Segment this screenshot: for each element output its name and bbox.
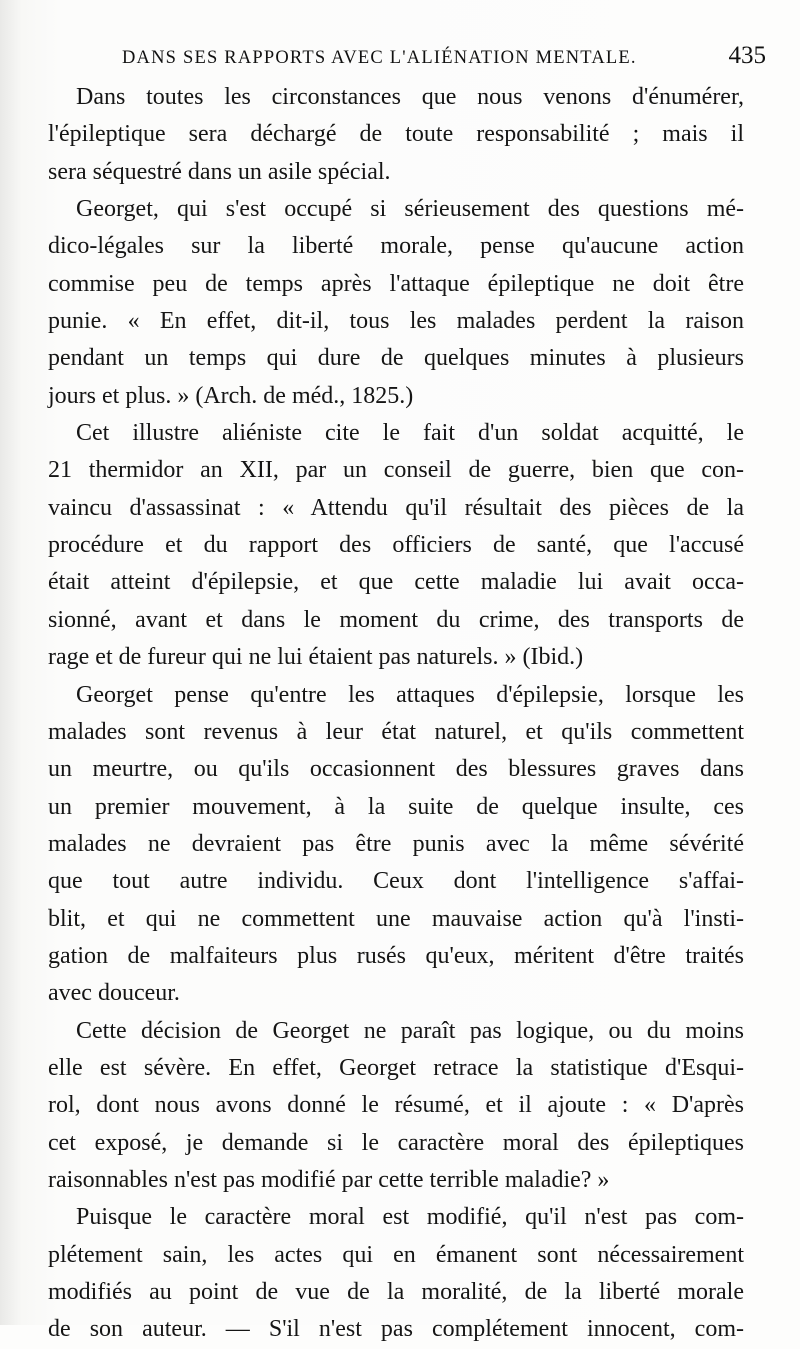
text-line: Dans toutes les circonstances que nous venons d'énumérer, [76,84,744,110]
text-line: rage et de fureur qui ne lui étaient pas naturels. » (Ibid.) [48,644,584,671]
text-line: un meurtre, ou qu'ils occasionnent des blessures graves dans [48,756,744,783]
text-line: Georget, qui s'est occupé si sérieusement des questions mé- [76,196,744,223]
text-line: Cet illustre aliéniste cite le fait d'un soldat acquitté, le [76,420,744,447]
running-title: DANS SES RAPPORTS AVEC L'ALIÉNATION MENTALE. [122,48,637,68]
text-line: raisonnables n'est pas modifié par cette terrible maladie? » [48,1166,610,1193]
text-line: était atteint d'épilepsie, et que cette maladie lui avait occa- [48,569,744,596]
text-line: punie. « En effet, dit-il, tous les malades perdent la raison [48,308,744,335]
text-line: dico-légales sur la liberté morale, pense qu'aucune action [48,233,744,260]
text-line: de son auteur. — S'il n'est pas complétement innocent, com- [48,1316,744,1343]
text-line: cet exposé, je demande si le caractère moral des épileptiques [48,1129,744,1156]
text-line: sionné, avant et dans le moment du crime, des transports de [48,606,744,633]
text-line: 21 thermidor an XII, par un conseil de guerre, bien que con- [48,457,744,484]
text-line: plétement sain, les actes qui en émanent sont nécessairement [48,1241,744,1268]
text-line: malades sont revenus à leur état naturel, et qu'ils commettent [48,718,744,745]
text-line: Puisque le caractère moral est modifié, qu'il n'est pas com- [76,1204,744,1231]
text-line: sera séquestré dans un asile spécial. [48,158,391,185]
text-line: gation de malfaiteurs plus rusés qu'eux, méritent d'être traités [48,942,744,969]
text-line: avec douceur. [48,980,180,1007]
text-line: Cette décision de Georget ne paraît pas logique, ou du moins [76,1017,744,1044]
page-header [50,40,770,80]
text-line: commise peu de temps après l'attaque épileptique ne doit être [48,270,744,297]
text-line: jours et plus. » (Arch. de méd., 1825.) [48,382,414,409]
text-line: modifiés au point de vue de la moralité, de la liberté morale [48,1279,744,1305]
text-line: que tout autre individu. Ceux dont l'intelligence s'affai- [48,868,744,895]
text-line: pendant un temps qui dure de quelques minutes à plusieurs [48,345,744,372]
text-line: elle est sévère. En effet, Georget retrace la statistique d'Esqui- [48,1054,744,1081]
text-line: malades ne devraient pas être punis avec la même sévérité [48,830,744,857]
text-line: l'épileptique sera déchargé de toute responsabilité ; mais il [48,121,744,148]
text-line: vaincu d'assassinat : « Attendu qu'il résultait des pièces de la [48,494,744,521]
page-number: 435 [728,42,766,69]
text-line: blit, et qui ne commettent une mauvaise action qu'à l'insti- [48,905,744,932]
text-line: procédure et du rapport des officiers de santé, que l'accusé [48,532,744,559]
body-text [48,79,744,1349]
text-line: rol, dont nous avons donné le résumé, et il ajoute : « D'après [48,1092,744,1119]
text-line: un premier mouvement, à la suite de quelque insulte, ces [48,793,744,820]
text-line: Georget pense qu'entre les attaques d'épilepsie, lorsque les [76,681,744,708]
